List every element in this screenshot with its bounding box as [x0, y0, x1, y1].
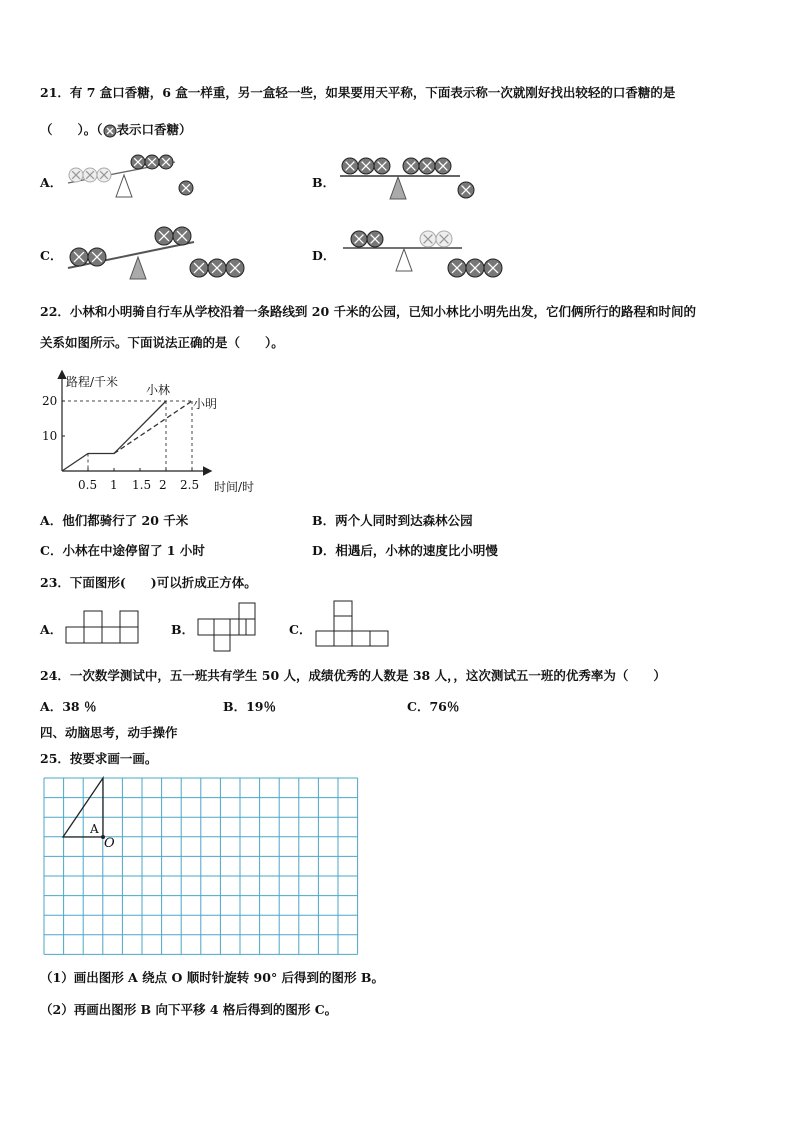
x-axis-label: 时间/时 [214, 480, 255, 494]
x-tick-1: 1 [110, 478, 118, 492]
gum-icon [435, 158, 451, 174]
gum-icon [70, 248, 88, 266]
y-tick-10: 10 [42, 429, 58, 443]
gum-icon [342, 158, 358, 174]
gum-icon [190, 259, 208, 277]
gum-icon [419, 158, 435, 174]
gum-icon [358, 158, 374, 174]
gum-icon [155, 227, 173, 245]
fulcrum-icon [116, 175, 132, 197]
gum-icon [484, 259, 502, 277]
gum-icon [69, 168, 83, 182]
net-c [316, 601, 388, 646]
gum-icon [103, 124, 117, 138]
series-label-xiaoming: 小明 [193, 397, 218, 411]
gum-icon [88, 248, 106, 266]
q23-option-c-label: C． [289, 622, 312, 637]
gum-icon [403, 158, 419, 174]
q22-line2: 关系如图所示。下面说法正确的是（ ）。 [40, 335, 284, 350]
q21-option-b-label: B． [312, 175, 336, 190]
q23-line1: 23．下面图形( )可以折成正方体。 [40, 575, 257, 590]
x-tick-1-5: 1.5 [132, 478, 152, 492]
q23-option-b-label: B． [171, 622, 195, 637]
q22-option-a: A．他们都骑行了 20 千米 [40, 513, 189, 528]
q21-option-c-label: C． [40, 248, 63, 263]
label-o: O [104, 836, 115, 851]
x-tick-2-5: 2.5 [180, 478, 200, 492]
label-a: A [90, 822, 99, 836]
beam [68, 162, 175, 183]
q24-option-a: A．38 ％ [40, 699, 97, 714]
q24-line1: 24．一次数学测试中，五一班共有学生 50 人，成绩优秀的人数是 38 人，，这次测试五一班的优秀率为（ ） [40, 668, 666, 683]
q22-option-d: D．相遇后，小林的速度比小明慢 [312, 543, 498, 558]
q21-line2-pre: （ ）。（ [40, 122, 103, 137]
net-a [66, 611, 138, 643]
balance-illustrations [0, 0, 794, 300]
y-tick-20: 20 [42, 394, 58, 408]
gum-icon [367, 231, 383, 247]
grid-figure [0, 770, 400, 970]
gum-icon [159, 155, 173, 169]
gum-icon [97, 168, 111, 182]
series-line-xiaoming [114, 401, 192, 454]
gum-icon [131, 155, 145, 169]
beam [68, 242, 194, 268]
q22-option-b: B．两个人同时到达森林公园 [312, 513, 473, 528]
fulcrum-icon [396, 249, 412, 271]
fulcrum-icon [130, 257, 146, 279]
q21-line1: 21．有 7 盒口香糖，6 盒一样重，另一盒轻一些，如果要用天平称，下面表示称一次就刚好找出较轻的口香糖的是 [40, 85, 676, 100]
q21-line2-post: 表示口香糖） [116, 122, 192, 137]
q21-option-a-label: A． [40, 175, 63, 190]
gum-icon [436, 231, 452, 247]
q22-option-c: C．小林在中途停留了 1 小时 [40, 543, 205, 558]
series-line-xiaolin [62, 401, 166, 471]
gum-icon [466, 259, 484, 277]
gum-icon [145, 155, 159, 169]
q21-option-d-label: D． [312, 248, 336, 263]
q25-sub1: （1）画出图形 A 绕点 O 顺时针旋转 90° 后得到的图形 B。 [40, 970, 384, 985]
series-label-xiaolin: 小林 [146, 383, 171, 397]
q21-line2 [40, 120, 192, 138]
gum-icon [83, 168, 97, 182]
q24-option-c: C．76％ [407, 699, 460, 714]
section-heading: 四、动脑思考，动手操作 [40, 725, 178, 740]
x-tick-2: 2 [159, 478, 167, 492]
gum-icon [208, 259, 226, 277]
gum-icon [448, 259, 466, 277]
gum-icon [173, 227, 191, 245]
gum-icon [351, 231, 367, 247]
q25-line1: 25．按要求画一画。 [40, 751, 158, 766]
gum-icon [226, 259, 244, 277]
net-b [198, 603, 255, 651]
q25-sub2: （2）再画出图形 B 向下平移 4 格后得到的图形 C。 [40, 1002, 338, 1017]
y-axis-label: 路程/千米 [66, 375, 119, 389]
gum-icon [458, 182, 474, 198]
gum-icon [420, 231, 436, 247]
q23-option-a-label: A． [40, 622, 63, 637]
gum-icon [179, 181, 193, 195]
q22-line1: 22．小林和小明骑自行车从学校沿着一条路线到 20 千米的公园，已知小林比小明先出发，它们俩所行的路程和时间的 [40, 304, 696, 319]
x-tick-0-5: 0.5 [78, 478, 98, 492]
gum-icon [374, 158, 390, 174]
q24-option-b: B．19％ [223, 699, 276, 714]
fulcrum-icon [390, 177, 406, 199]
cube-nets [0, 600, 400, 650]
